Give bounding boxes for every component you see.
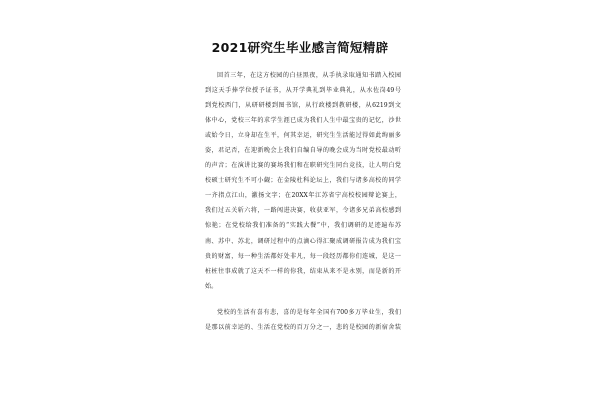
text-line: 或始令日，立身却在生平，何其幸运，研究生生活能过得如此绚丽多 — [205, 132, 401, 140]
text-line: 校硕士研究生不可小觑；在金陵杜科论坛上，我们与诸多高校的同学 — [205, 177, 401, 185]
text-line: 到这天手捧学位授予证书，从开学典礼到毕业典礼，从水佐岗49号 — [205, 87, 401, 95]
text-line: 一齐指点江山，激扬文字；在20XX年江苏省宁高校校园辩论赛上， — [205, 192, 401, 200]
text-line: 我们过五关斩六将，一路闯进决赛，收获亚军，令诸多兄弟高校感到 — [205, 207, 401, 215]
text-line: 党校的生活有喜有悲，喜的是每年全国有700多万毕业生，我们 — [217, 308, 401, 316]
paragraph-spacer — [205, 294, 401, 305]
text-line: 惊艳；在党校给我们准备的“实践大餐”中，我们调研的足迹遍布苏 — [205, 222, 401, 230]
text-line: 到党校西门，从研研楼到图书馆，从行政楼到教研楼，从6219到文 — [205, 102, 401, 110]
text-line: 南、苏中、苏北，调研过程中的点滴心得汇聚成调研报告成为我们宝 — [205, 237, 401, 245]
text-line: 桩桩往事成就了这天不一样的你我，结束从来不是永别，而是新的开 — [205, 267, 401, 275]
text-line: 回首三年，在这方校园的白昼黑夜，从手执录取通知书踏入校园 — [217, 72, 401, 79]
text-line: 姿，君记否，在迎新晚会上我们自编自导的晚会成为当时党校最动听 — [205, 147, 401, 155]
text-line: 是那以前幸运的、生活在党校的百万分之一，悲的是校园的新宿舍装 — [205, 323, 401, 331]
text-line: 贵的财富，每一种生活都好处非凡，每一段经历都你们连城，是这一 — [205, 252, 401, 260]
text-line: 始。 — [205, 282, 218, 290]
paragraph-1 — [205, 68, 401, 294]
document-body — [205, 68, 401, 335]
text-line: 体中心，党校三年的求学生涯已成为我们人生中最宝贵的记忆，沙世 — [205, 117, 401, 125]
document-title: 2021研究生毕业感言简短精辟 — [211, 40, 389, 55]
text-line: 的声音；在演讲比赛的赛场我们和在职研究生同台竞技，让人明白党 — [205, 162, 401, 170]
paragraph-2 — [205, 305, 401, 335]
